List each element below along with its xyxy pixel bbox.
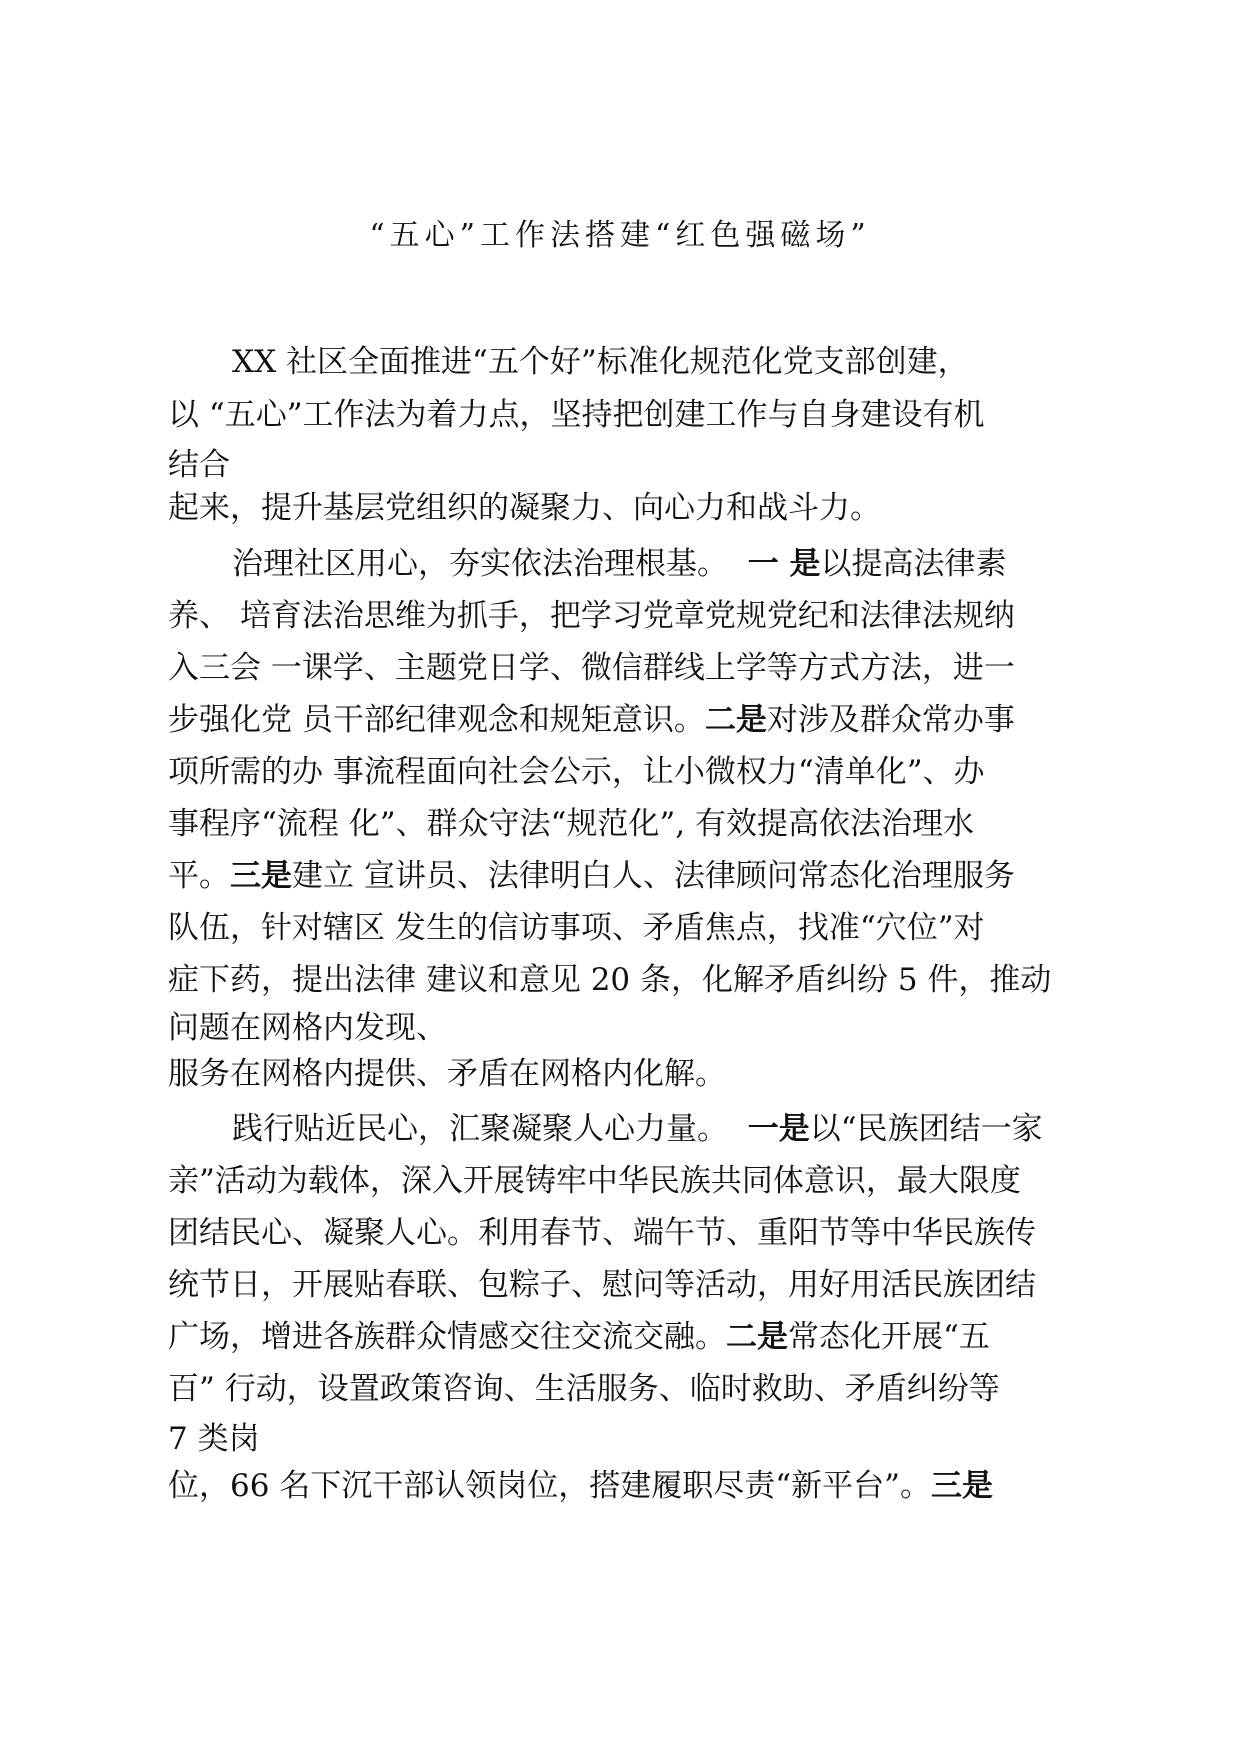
paragraph-2-line-7: 平。三是建立 宣讲员、法律明白人、法律顾问常态化治理服务 — [168, 858, 1015, 894]
point-marker-5: 二是 — [726, 1319, 788, 1355]
paragraph-2-line-11: 服务在网格内提供、矛盾在网格内化解。 — [168, 1056, 726, 1092]
paragraph-1-line-4: 起来，提升基层党组织的凝聚力、向心力和战斗力。 — [168, 490, 881, 526]
paragraph-3-line-2: 亲”活动为载体，深入开展铸牢中华民族共同体意识，最大限度 — [168, 1163, 1021, 1199]
point-marker-4: 一是 — [747, 1111, 810, 1147]
paragraph-2-line-8: 队伍，针对辖区 发生的信访事项、矛盾焦点，找准“穴位”对 — [168, 910, 985, 946]
point-marker-2: 二是 — [704, 702, 767, 738]
paragraph-3-line-5: 广场，增进各族群众情感交往交流交融。二是常态化开展“五 — [168, 1319, 990, 1355]
paragraph-3-line-6: 百” 行动，设置政策咨询、生活服务、临时救助、矛盾纠纷等 — [168, 1371, 1000, 1407]
point-marker-1: 一 是 — [747, 546, 821, 582]
paragraph-3-heading: 践行贴近民心，汇聚凝聚人心力量。 — [232, 1111, 728, 1147]
paragraph-2-line-1: 治理社区用心，夯实依法治理根基。 一 是以提高法律素 — [232, 546, 1007, 582]
paragraph-2-line-5: 项所需的办 事流程面向社会公示，让小微权力“清单化”、办 — [168, 754, 985, 790]
paragraph-3-line-4: 统节日，开展贴春联、包粽子、慰问等活动，用好用活民族团结 — [168, 1267, 1036, 1303]
paragraph-2-line-9: 症下药，提出法律 建议和意见 20 条，化解矛盾纠纷 5 件，推动 — [168, 962, 1052, 998]
paragraph-1-line-2: 以 “五心”工作法为着力点，坚持把创建工作与自身建设有机 — [168, 397, 985, 433]
paragraph-2-heading: 治理社区用心，夯实依法治理根基。 — [232, 546, 728, 582]
paragraph-2-line-3: 入三会 一课学、主题党日学、微信群线上学等方式方法，进一 — [168, 650, 1015, 686]
paragraph-3-line-8: 位，66 名下沉干部认领岗位，搭建履职尽责“新平台”。三是 — [168, 1468, 993, 1504]
paragraph-1-line-3: 结合 — [168, 447, 230, 483]
document-title: “五心”工作法搭建“红色强磁场” — [369, 218, 871, 253]
paragraph-2-line-6: 事程序“流程 化”、群众守法“规范化”, 有效提高依法治理水 — [168, 806, 974, 842]
paragraph-3-line-3: 团结民心、凝聚人心。利用春节、端午节、重阳节等中华民族传 — [168, 1215, 1036, 1251]
point-marker-6: 三是 — [931, 1468, 993, 1504]
point-marker-3: 三是 — [230, 858, 292, 894]
paragraph-3-line-1: 践行贴近民心，汇聚凝聚人心力量。 一是以“民族团结一家 — [232, 1111, 1043, 1147]
paragraph-2-line-2: 养、 培育法治思维为抓手，把学习党章党规党纪和法律法规纳 — [168, 598, 1015, 634]
paragraph-2-line-10: 问题在网格内发现、 — [168, 1010, 447, 1046]
paragraph-2-line-4: 步强化党 员干部纪律观念和规矩意识。二是对涉及群众常办事 — [168, 702, 1015, 738]
paragraph-3-line-7: 7 类岗 — [168, 1421, 260, 1457]
paragraph-1-line-1: XX 社区全面推进“五个好”标准化规范化党支部创建， — [232, 344, 969, 380]
